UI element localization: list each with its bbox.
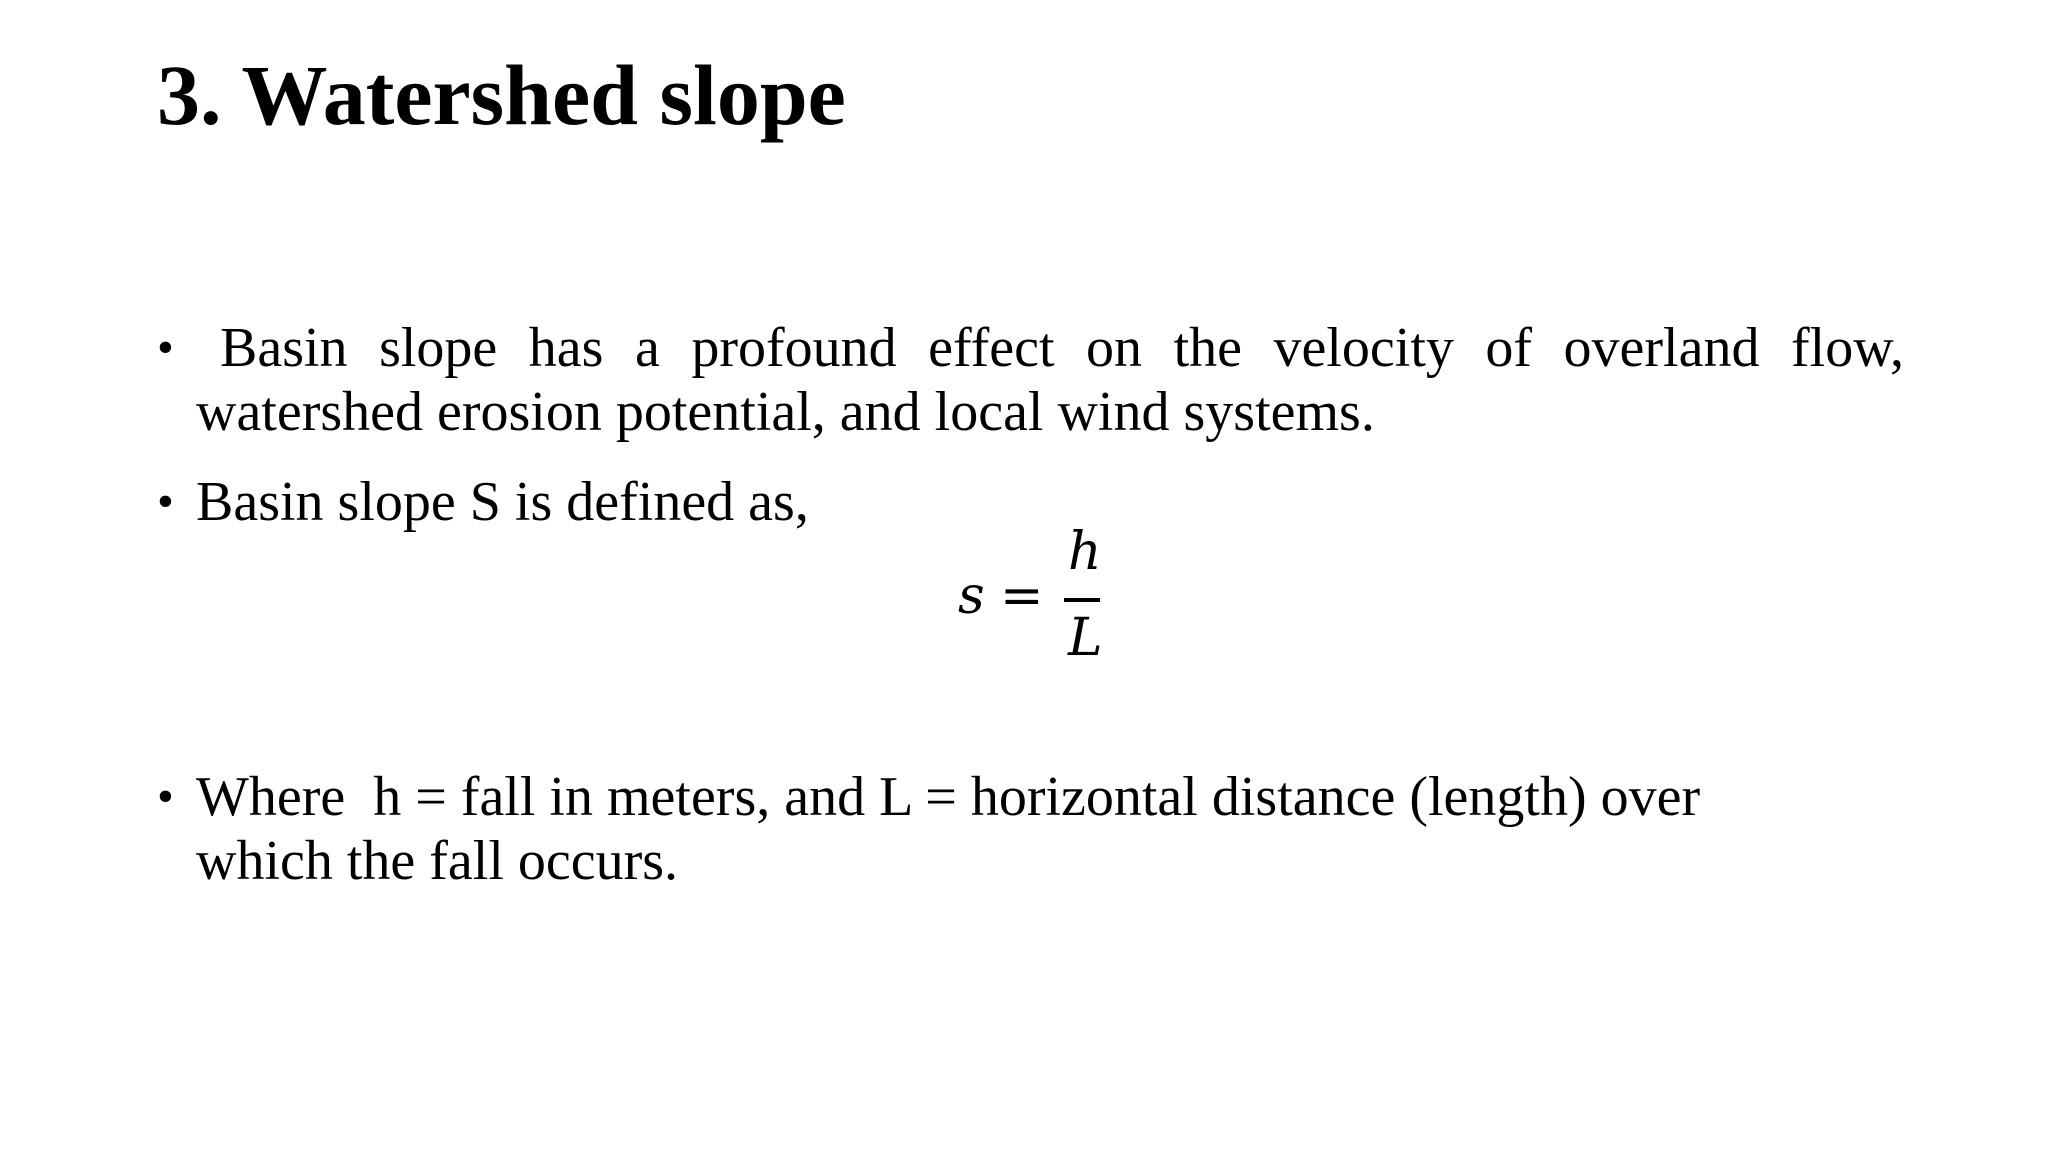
bullet-variable-definitions [157, 765, 1896, 893]
bullet-text-line: Basin slope has a profound effect on the velocity of overland flow, [220, 317, 1904, 379]
slide-title: 3. Watershed slope [157, 47, 846, 143]
bullet-text-line: which the fall occurs. [196, 830, 679, 892]
bullet-text-line: watershed erosion potential, and local wind systems. [196, 381, 1375, 443]
bullet-dot: • [157, 770, 174, 823]
bullet-text-line: Basin slope S is defined as, [196, 471, 809, 533]
bullet-dot: • [157, 475, 174, 528]
equation-denominator: L [1068, 608, 1103, 668]
slope-equation [958, 522, 1118, 672]
equation-numerator: h [1068, 522, 1102, 582]
equation-lhs: s [958, 566, 985, 626]
bullet-text-line: Where h = fall in meters, and L = horizontal distance (length) over [196, 766, 1701, 828]
bullet-dot: • [157, 321, 174, 374]
equation-equals-sign: = [1000, 566, 1044, 626]
bullet-basin-slope-effect [157, 316, 1904, 444]
fraction-bar [1064, 598, 1100, 602]
